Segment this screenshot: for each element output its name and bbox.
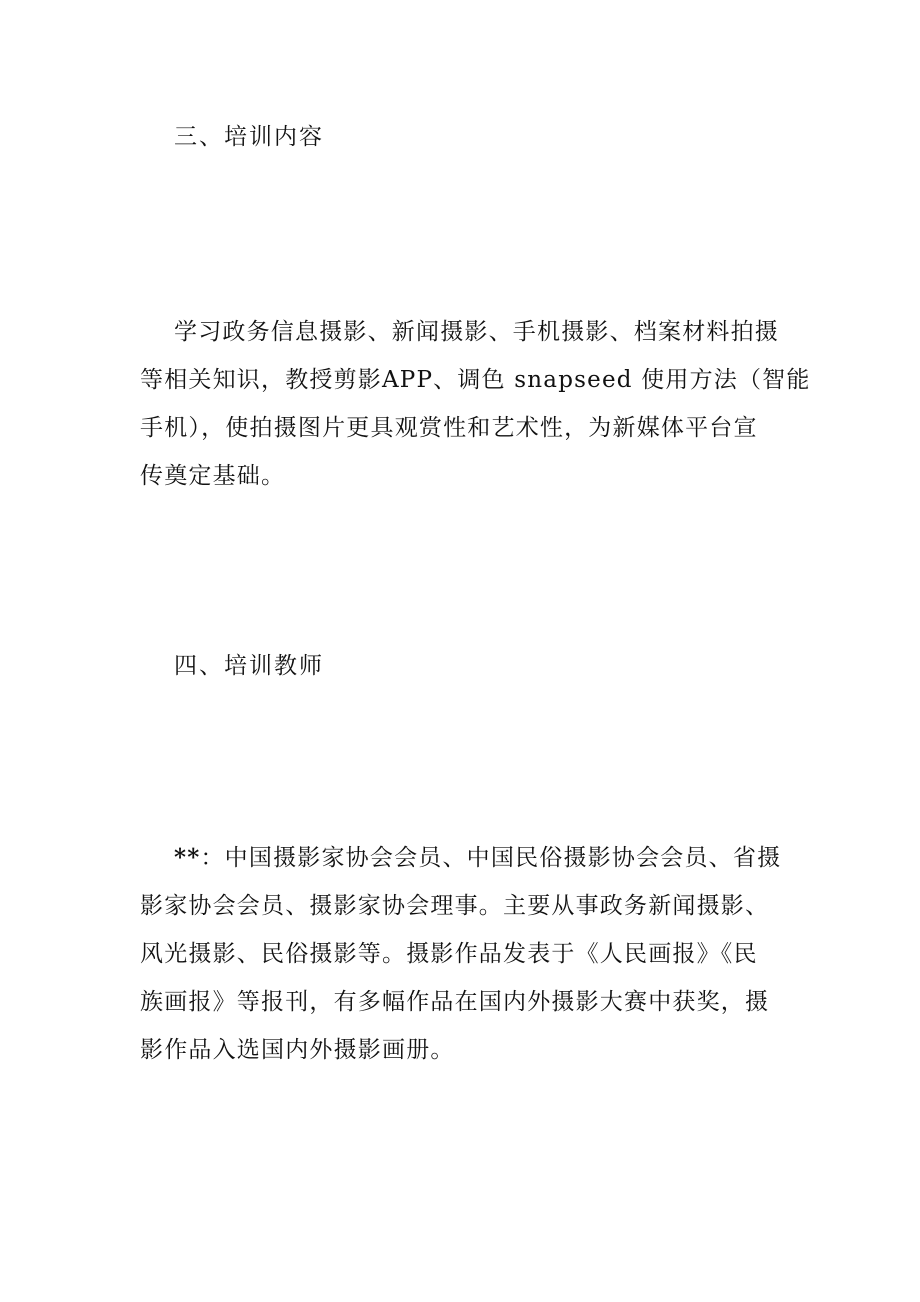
paragraph-line: 影家协会会员、摄影家协会理事。主要从事政务新闻摄影、 (140, 893, 770, 919)
paragraph-line: 影作品入选国内外摄影画册。 (140, 1037, 455, 1063)
paragraph-line: 族画报》等报刊，有多幅作品在国内外摄影大赛中获奖，摄 (140, 989, 770, 1015)
section-heading-training-teacher: 四、培训教师 (174, 653, 324, 679)
paragraph-line: 风光摄影、民俗摄影等。摄影作品发表于《人民画报》《民 (140, 941, 758, 967)
teacher-bio-text: ：中国摄影家协会会员、中国民俗摄影协会会员、省摄 (200, 845, 782, 871)
paragraph-line (140, 834, 790, 882)
paragraph-line: 学习政务信息摄影、新闻摄影、手机摄影、档案材料拍摄 (174, 319, 779, 345)
training-content-paragraph (140, 308, 811, 500)
paragraph-line: 等相关知识，教授剪影APP、调色 snapseed 使用方法（智能 (140, 367, 811, 393)
paragraph-line: 手机），使拍摄图片更具观赏性和艺术性，为新媒体平台宣 (140, 415, 758, 441)
paragraph-line: 传奠定基础。 (140, 463, 286, 489)
teacher-bio-paragraph (140, 834, 790, 1074)
teacher-name-placeholder: ** (174, 844, 201, 871)
section-heading-training-content: 三、培训内容 (174, 124, 324, 150)
